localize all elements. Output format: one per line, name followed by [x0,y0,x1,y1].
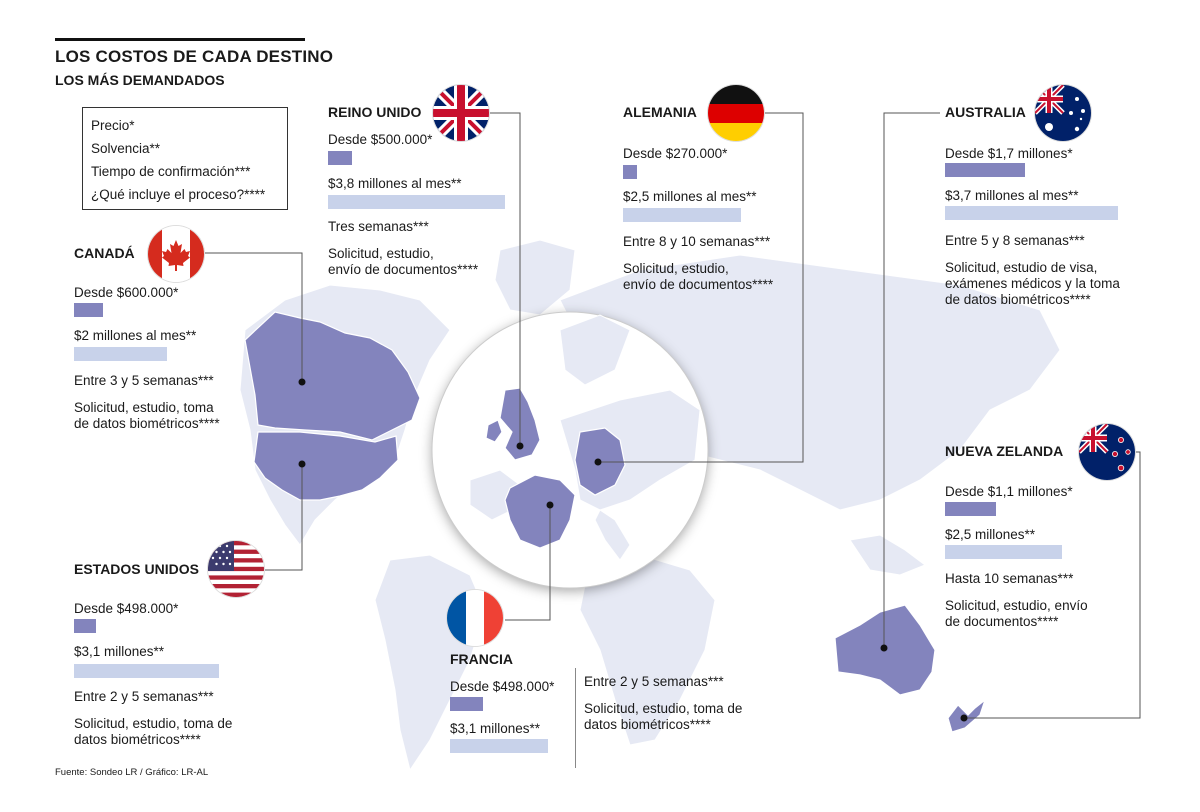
usa-price: Desde $498.000* [74,601,179,616]
australia-dot [881,645,888,652]
france-solvency-bar [450,739,548,753]
germany-solvency: $2,5 millones al mes** [623,189,757,204]
france-process-line-1: Solicitud, estudio, toma de [584,701,743,716]
australia-flag-icon [1035,85,1091,141]
germany-dot [595,459,602,466]
australia-solvency-bar [945,206,1118,220]
usa-process-line-2: datos biométricos**** [74,732,201,747]
canada-process-line-1: Solicitud, estudio, toma [74,400,214,415]
canada-solvency-bar [74,347,167,361]
france-flag-icon [447,590,503,646]
uk-dot [517,443,524,450]
canada-solvency: $2 millones al mes** [74,328,197,343]
uk-process-line-1: Solicitud, estudio, [328,246,434,261]
new-zealand-price: Desde $1,1 millones* [945,484,1073,499]
germany-flag-icon [708,85,764,141]
usa-solvency-bar [74,664,219,678]
uk-solvency: $3,8 millones al mes** [328,176,462,191]
uk-price: Desde $500.000* [328,132,433,147]
france-time: Entre 2 y 5 semanas*** [584,674,724,689]
france-separator [575,668,576,768]
usa-process-line-1: Solicitud, estudio, toma de [74,716,233,731]
legend-item-process: ¿Qué incluye el proceso?**** [91,187,266,202]
legend-item-solvency: Solvencia** [91,141,161,156]
france-solvency: $3,1 millones** [450,721,541,736]
germany-time: Entre 8 y 10 semanas*** [623,234,771,249]
uk-time: Tres semanas*** [328,219,429,234]
canada-price-bar [74,303,103,317]
germany-price-bar [623,165,637,179]
canada-time: Entre 3 y 5 semanas*** [74,373,214,388]
canada-flag-icon [148,226,204,282]
germany-name: ALEMANIA [623,104,697,120]
uk-solvency-bar [328,195,505,209]
australia-process-line-2: exámenes médicos y la toma [945,276,1120,291]
usa-solvency: $3,1 millones** [74,644,165,659]
page-subtitle: LOS MÁS DEMANDADOS [55,72,225,88]
france-price: Desde $498.000* [450,679,555,694]
new-zealand-process-line-2: de documentos**** [945,614,1059,629]
france-name: FRANCIA [450,651,513,667]
legend-item-price: Precio* [91,118,135,133]
usa-time: Entre 2 y 5 semanas*** [74,689,214,704]
australia-solvency: $3,7 millones al mes** [945,188,1079,203]
europe-zoom-circle [432,312,708,588]
new-zealand-solvency-bar [945,545,1062,559]
legend-box [82,107,288,210]
france-process-line-2: datos biométricos**** [584,717,711,732]
new-zealand-dot [961,715,968,722]
canada-process-line-2: de datos biométricos**** [74,416,220,431]
uk-process-line-2: envío de documentos**** [328,262,479,277]
usa-flag-icon [208,541,264,597]
germany-solvency-bar [623,208,741,222]
france-dot [547,502,554,509]
new-zealand-process-line-1: Solicitud, estudio, envío [945,598,1088,613]
new-zealand-name: NUEVA ZELANDA [945,443,1064,459]
usa-dot [299,461,306,468]
new-zealand-price-bar [945,502,996,516]
germany-process-line-1: Solicitud, estudio, [623,261,729,276]
australia-price-bar [945,163,1025,177]
page-title: LOS COSTOS DE CADA DESTINO [55,47,334,66]
header-rule [55,38,305,41]
australia-name: AUSTRALIA [945,104,1026,120]
new-zealand-solvency: $2,5 millones** [945,527,1036,542]
new-zealand-time: Hasta 10 semanas*** [945,571,1074,586]
canada-dot [299,379,306,386]
australia-price: Desde $1,7 millones* [945,146,1073,161]
australia-time: Entre 5 y 8 semanas*** [945,233,1085,248]
new-zealand-flag-icon [1079,424,1135,480]
canada-price: Desde $600.000* [74,285,179,300]
canada-name: CANADÁ [74,245,135,261]
uk-flag-icon [433,85,489,141]
usa-price-bar [74,619,96,633]
source-note: Fuente: Sondeo LR / Gráfico: LR-AL [55,767,209,778]
legend-item-time: Tiempo de confirmación*** [91,164,251,179]
australia-process-line-3: de datos biométricos**** [945,292,1091,307]
se-asia-islands [850,535,925,575]
australia-process-line-1: Solicitud, estudio de visa, [945,260,1098,275]
usa-name: ESTADOS UNIDOS [74,561,199,577]
uk-name: REINO UNIDO [328,104,422,120]
france-price-bar [450,697,483,711]
uk-price-bar [328,151,352,165]
germany-process-line-2: envío de documentos**** [623,277,774,292]
germany-price: Desde $270.000* [623,146,728,161]
